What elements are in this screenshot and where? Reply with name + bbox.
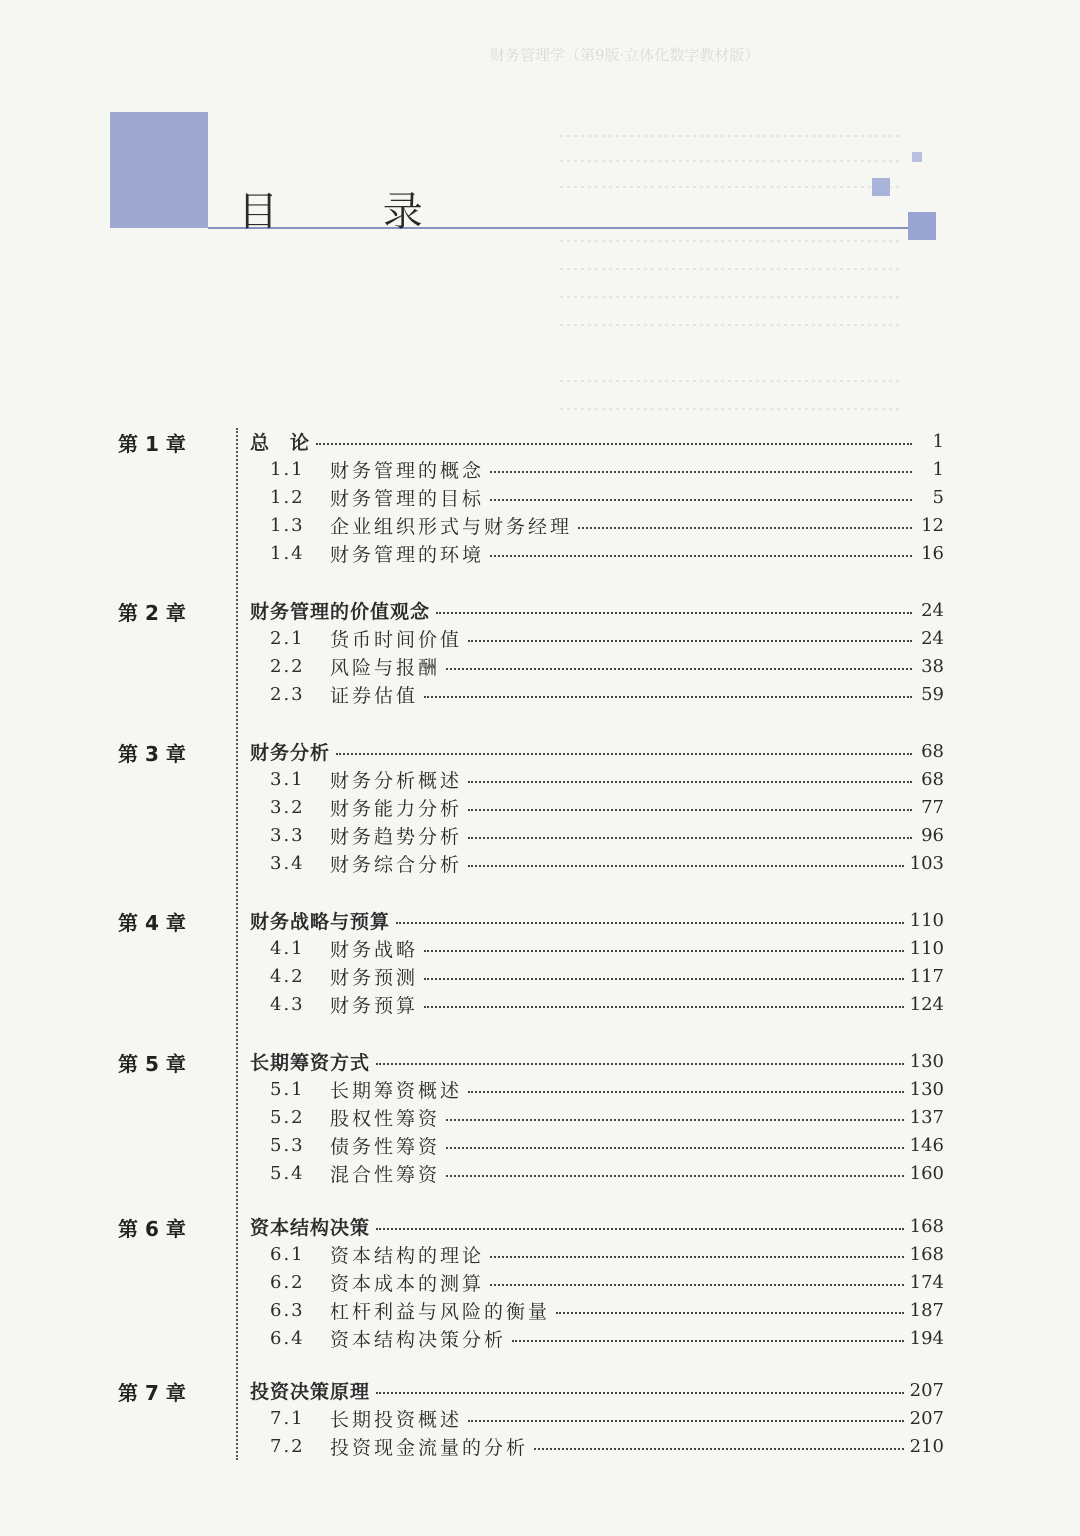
dot-leader — [490, 1256, 904, 1258]
section-row[interactable] — [250, 483, 944, 511]
section-number: 4.2 — [270, 965, 305, 987]
page-number: 168 — [909, 1215, 944, 1237]
dot-leader — [376, 1392, 904, 1394]
section-number: 7.1 — [270, 1407, 305, 1429]
section-number: 5.1 — [270, 1078, 305, 1100]
section-number: 1.4 — [270, 542, 305, 564]
section-row[interactable] — [250, 652, 944, 680]
page-number: 68 — [921, 768, 944, 790]
section-title: 财务预算 — [330, 994, 419, 1017]
section-row[interactable] — [250, 1131, 944, 1159]
page-number: 24 — [921, 599, 944, 621]
dot-leader — [376, 1063, 904, 1065]
section-row[interactable] — [250, 1296, 944, 1324]
section-number: 2.2 — [270, 655, 305, 677]
page-number: 168 — [909, 1243, 944, 1265]
toc-divider — [236, 428, 238, 1460]
section-number: 6.4 — [270, 1327, 305, 1349]
chapter-heading-row[interactable] — [250, 1047, 944, 1075]
page-number: 124 — [909, 993, 944, 1015]
dot-leader — [336, 753, 912, 755]
section-title: 财务趋势分析 — [330, 825, 463, 848]
section-title: 财务战略 — [330, 938, 419, 961]
page-number: 207 — [909, 1379, 944, 1401]
section-row[interactable] — [250, 1103, 944, 1131]
section-title: 债务性筹资 — [330, 1135, 441, 1158]
decor-square-medium — [872, 178, 890, 196]
chapter-heading-row[interactable] — [250, 596, 944, 624]
header-color-block — [110, 112, 208, 228]
chapter-heading-row[interactable] — [250, 906, 944, 934]
section-title: 货币时间价值 — [330, 628, 463, 651]
page-number: 210 — [909, 1435, 944, 1457]
section-title: 财务综合分析 — [330, 853, 463, 876]
dot-leader — [468, 640, 912, 642]
dot-leader — [424, 978, 904, 980]
chapter-heading-row[interactable] — [250, 1376, 944, 1404]
section-row[interactable] — [250, 1075, 944, 1103]
dot-leader — [490, 1284, 904, 1286]
dot-leader — [556, 1312, 904, 1314]
page-number: 96 — [921, 824, 944, 846]
page-number: 207 — [909, 1407, 944, 1429]
dot-leader — [468, 1091, 904, 1093]
section-row[interactable] — [250, 990, 944, 1018]
page-number: 24 — [921, 627, 944, 649]
chapter-label: 第 6 章 — [118, 1217, 186, 1241]
section-title: 财务预测 — [330, 966, 419, 989]
decor-square-large — [908, 212, 936, 240]
section-title: 混合性筹资 — [330, 1163, 441, 1186]
section-title: 长期投资概述 — [330, 1408, 463, 1431]
dot-leader — [468, 837, 912, 839]
dot-leader — [468, 781, 912, 783]
section-title: 财务分析概述 — [330, 769, 463, 792]
page-number: 12 — [921, 514, 944, 536]
section-title: 财务管理的概念 — [330, 459, 485, 482]
section-row[interactable] — [250, 1432, 944, 1460]
dot-leader — [316, 443, 912, 445]
section-number: 6.2 — [270, 1271, 305, 1293]
section-number: 3.4 — [270, 852, 305, 874]
section-row[interactable] — [250, 962, 944, 990]
chapter-label: 第 5 章 — [118, 1052, 186, 1076]
section-number: 5.3 — [270, 1134, 305, 1156]
section-row[interactable] — [250, 821, 944, 849]
chapter-heading-row[interactable] — [250, 1212, 944, 1240]
chapter-label: 第 7 章 — [118, 1381, 186, 1405]
page-number: 5 — [932, 486, 944, 508]
section-number: 2.1 — [270, 627, 305, 649]
dot-leader — [490, 471, 912, 473]
chapter-heading-row[interactable] — [250, 427, 944, 455]
page-number: 174 — [909, 1271, 944, 1293]
section-number: 3.1 — [270, 768, 305, 790]
dot-leader — [512, 1340, 904, 1342]
section-row[interactable] — [250, 680, 944, 708]
dot-leader — [446, 1147, 904, 1149]
page-number: 1 — [932, 430, 944, 452]
chapter-label: 第 1 章 — [118, 432, 186, 456]
section-number: 1.1 — [270, 458, 305, 480]
page-number: 68 — [921, 740, 944, 762]
dot-leader — [490, 499, 912, 501]
chapter-title: 财务战略与预算 — [250, 910, 391, 933]
section-title: 股权性筹资 — [330, 1107, 441, 1130]
page-number: 130 — [909, 1078, 944, 1100]
dot-leader — [396, 922, 904, 924]
dot-leader — [376, 1228, 904, 1230]
dot-leader — [424, 950, 904, 952]
section-title: 财务管理的环境 — [330, 543, 485, 566]
section-title: 投资现金流量的分析 — [330, 1436, 529, 1459]
chapter-title: 长期筹资方式 — [250, 1051, 371, 1074]
section-row[interactable] — [250, 1268, 944, 1296]
dot-leader — [468, 865, 904, 867]
section-number: 6.1 — [270, 1243, 305, 1265]
chapter-heading-row[interactable] — [250, 737, 944, 765]
chapter-label: 第 4 章 — [118, 911, 186, 935]
section-row[interactable] — [250, 793, 944, 821]
page-number: 1 — [932, 458, 944, 480]
page-number: 160 — [909, 1162, 944, 1184]
chapter-title: 投资决策原理 — [250, 1380, 371, 1403]
dot-leader — [534, 1448, 904, 1450]
dot-leader — [436, 612, 912, 614]
chapter-title: 资本结构决策 — [250, 1216, 371, 1239]
section-title: 资本结构决策分析 — [330, 1328, 507, 1351]
section-row[interactable] — [250, 1159, 944, 1187]
page-number: 117 — [909, 965, 944, 987]
section-number: 5.2 — [270, 1106, 305, 1128]
section-row[interactable] — [250, 511, 944, 539]
section-row[interactable] — [250, 624, 944, 652]
section-title: 证券估值 — [330, 684, 419, 707]
dot-leader — [578, 527, 912, 529]
section-number: 3.3 — [270, 824, 305, 846]
section-number: 3.2 — [270, 796, 305, 818]
section-title: 长期筹资概述 — [330, 1079, 463, 1102]
section-title: 企业组织形式与财务经理 — [330, 515, 573, 538]
dot-leader — [446, 1119, 904, 1121]
dot-leader — [446, 1175, 904, 1177]
page-number: 59 — [921, 683, 944, 705]
section-number: 7.2 — [270, 1435, 305, 1457]
section-title: 风险与报酬 — [330, 656, 441, 679]
page-number: 77 — [921, 796, 944, 818]
section-row[interactable] — [250, 934, 944, 962]
chapter-title: 总 论 — [250, 431, 311, 454]
page-number: 110 — [909, 909, 944, 931]
dot-leader — [490, 555, 912, 557]
dot-leader — [468, 1420, 904, 1422]
section-title: 杠杆利益与风险的衡量 — [330, 1300, 551, 1323]
section-row[interactable] — [250, 1324, 944, 1352]
section-title: 资本成本的测算 — [330, 1272, 485, 1295]
page-number: 137 — [909, 1106, 944, 1128]
section-number: 4.1 — [270, 937, 305, 959]
section-number: 1.2 — [270, 486, 305, 508]
section-number: 2.3 — [270, 683, 305, 705]
dot-leader — [424, 696, 912, 698]
section-title: 财务管理的目标 — [330, 487, 485, 510]
dot-leader — [424, 1006, 904, 1008]
section-number: 4.3 — [270, 993, 305, 1015]
section-row[interactable] — [250, 849, 944, 877]
section-number: 5.4 — [270, 1162, 305, 1184]
section-row[interactable] — [250, 1240, 944, 1268]
section-row[interactable] — [250, 539, 944, 567]
section-number: 1.3 — [270, 514, 305, 536]
dot-leader — [468, 809, 912, 811]
page-number: 187 — [909, 1299, 944, 1321]
section-title: 资本结构的理论 — [330, 1244, 485, 1267]
page-number: 146 — [909, 1134, 944, 1156]
page-number: 194 — [909, 1327, 944, 1349]
section-number: 6.3 — [270, 1299, 305, 1321]
section-title: 财务能力分析 — [330, 797, 463, 820]
section-row[interactable] — [250, 765, 944, 793]
page-title: 目 录 — [238, 189, 469, 235]
page-number: 103 — [909, 852, 944, 874]
page-number: 110 — [909, 937, 944, 959]
page-number: 38 — [921, 655, 944, 677]
page-number: 16 — [921, 542, 944, 564]
ghost-header: 财务管理学（第9版·立体化数字教材版） — [490, 46, 760, 64]
chapter-label: 第 2 章 — [118, 601, 186, 625]
decor-square-small — [912, 152, 922, 162]
page-number: 130 — [909, 1050, 944, 1072]
chapter-title: 财务管理的价值观念 — [250, 600, 431, 623]
section-row[interactable] — [250, 455, 944, 483]
dot-leader — [446, 668, 912, 670]
chapter-label: 第 3 章 — [118, 742, 186, 766]
section-row[interactable] — [250, 1404, 944, 1432]
chapter-title: 财务分析 — [250, 741, 331, 764]
